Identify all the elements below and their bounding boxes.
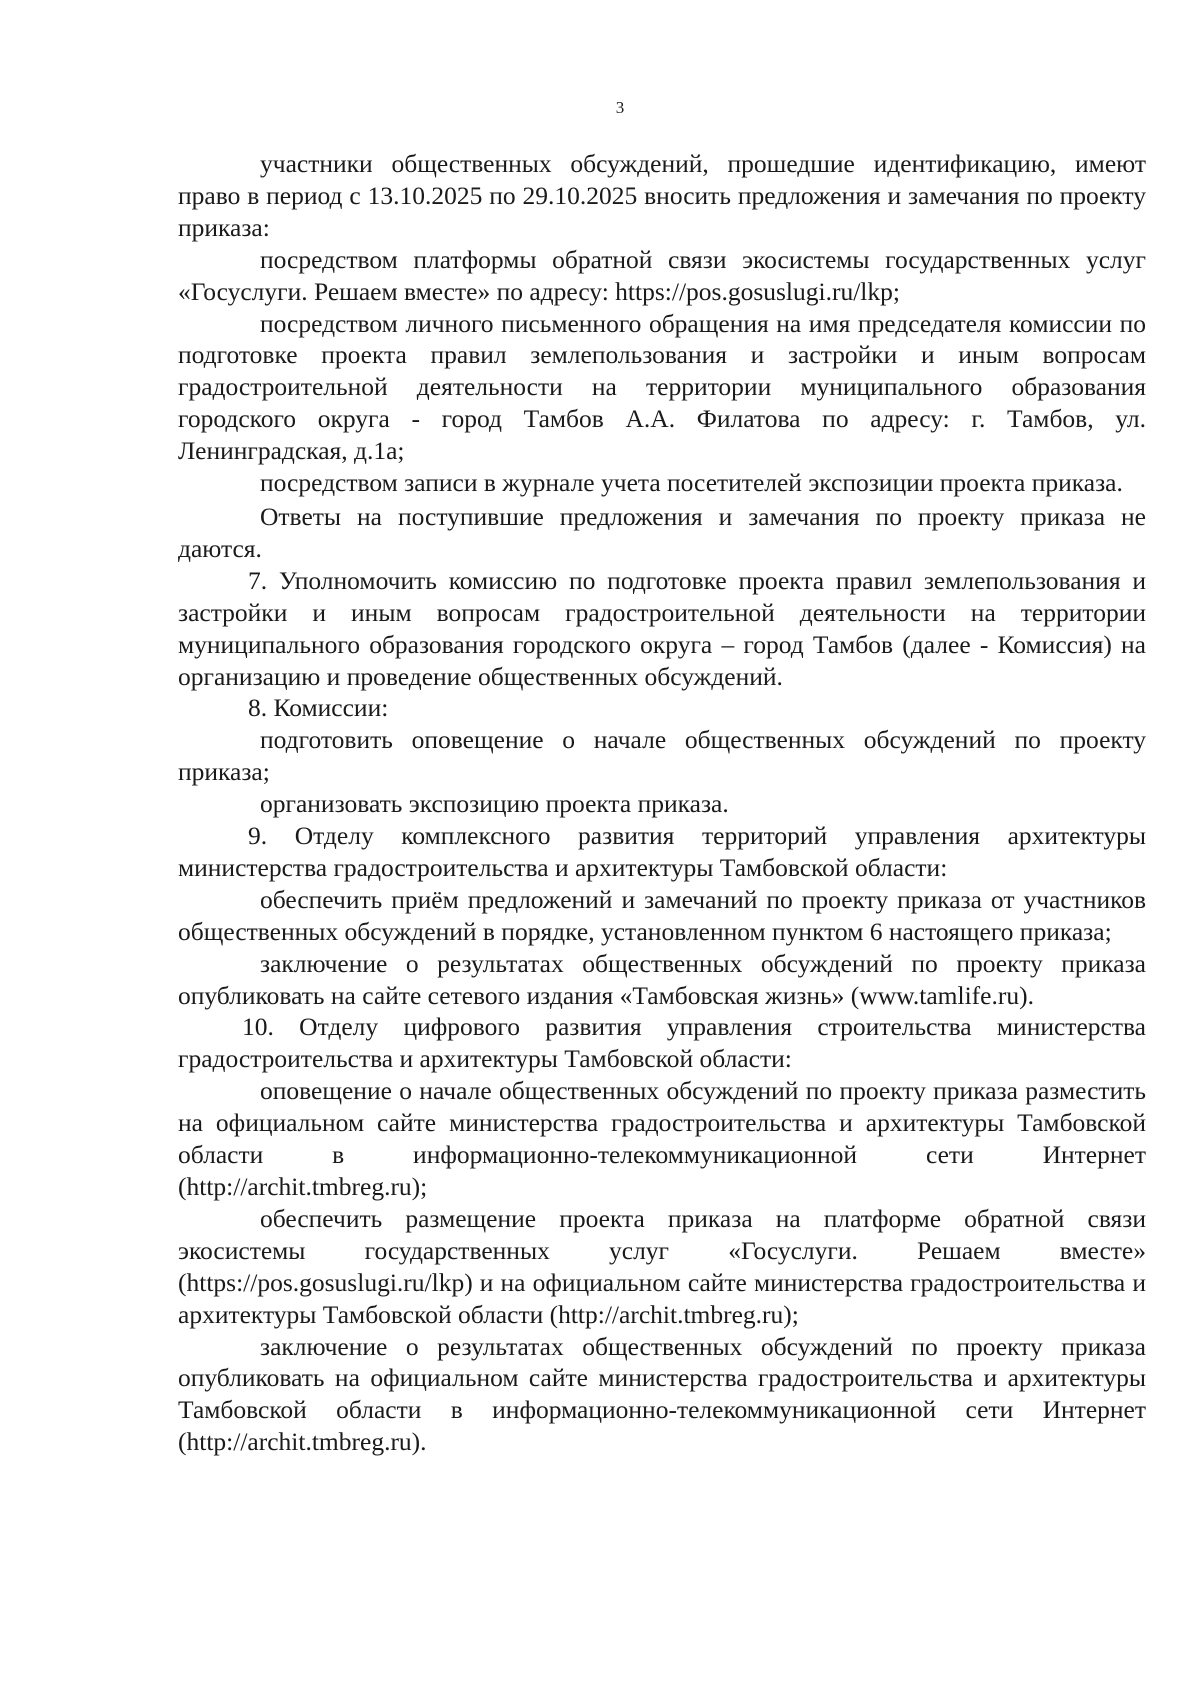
paragraph-item-9: 9. Отделу комплексного развития территорий управления архитектуры министерства градостроительства и архитектуры Тамбовской области: — [178, 821, 1146, 882]
paragraph-accept-proposals: обеспечить приём предложений и замечаний по проекту приказа от участников общественных обсуждений в порядке, установленном пунктом 6 настоящего приказа; — [178, 884, 1146, 946]
paragraph-item-7: 7. Уполномочить комиссию по подготовке проекта правил землепользования и застройки и иным вопросам градостроительной деятельности на территории муниципального образования городского округа – город Тамбов (далее - Комиссия) на организацию и проведение общественных обсуждений. — [178, 565, 1146, 691]
paragraph-written-appeal: посредством личного письменного обращения на имя председателя комиссии по подготовке проекта правил землепользования и застройки и иным вопросам градостроительной деятельности на территории муниципального образования городского округа - город Тамбов А.А. Филатова по адресу: г. Тамбов, ул. Ленинградская, д.1а; — [178, 308, 1146, 466]
paragraph-prepare-notice: подготовить оповещение о начале общественных обсуждений по проекту приказа; — [178, 725, 1146, 787]
paragraph-place-project: обеспечить размещение проекта приказа на платформе обратной связи экосистемы государственных услуг «Госуслуги. Решаем вместе» (https://pos.gosuslugi.ru/lkp) и на официальном сайте министерства градостроительства и архитектуры Тамбовской области (http://archit.tmbreg.ru); — [178, 1203, 1146, 1329]
paragraph-no-answers: Ответы на поступившие предложения и замечания по проекту приказа не даются. — [178, 501, 1146, 563]
paragraph-publish-official-site: заключение о результатах общественных обсуждений по проекту приказа опубликовать на официальном сайте министерства градостроительства и архитектуры Тамбовской области в информационно-телекоммуникационной сети Интернет (http://archit.tmbreg.ru). — [178, 1331, 1146, 1457]
page-number: 3 — [615, 98, 625, 117]
paragraph-visitor-journal: посредством записи в журнале учета посетителей экспозиции проекта приказа. — [260, 468, 1123, 498]
paragraph-item-10: 10. Отделу цифрового развития управления строительства министерства градостроительства и архитектуры Тамбовской области: — [178, 1012, 1146, 1074]
document-body — [178, 148, 1146, 1458]
paragraph-publish-tamlife: заключение о результатах общественных обсуждений по проекту приказа опубликовать на сайте сетевого издания «Тамбовская жизнь» (www.tamlife.ru). — [178, 948, 1146, 1010]
paragraph-organize-exposition: организовать экспозицию проекта приказа. — [260, 789, 729, 819]
paragraph-gosuslugi-platform: посредством платформы обратной связи экосистемы государственных услуг «Госуслуги. Решаем вместе» по адресу: https://pos.gosuslugi.ru/lkp; — [178, 244, 1146, 306]
paragraph-item-8: 8. Комиссии: — [248, 693, 389, 723]
paragraph-participants-rights: участники общественных обсуждений, прошедшие идентификацию, имеют право в период с 13.10.2025 по 29.10.2025 вносить предложения и замечания по проекту приказа: — [178, 149, 1146, 242]
paragraph-notice-official-site: оповещение о начале общественных обсуждений по проекту приказа разместить на официальном сайте министерства градостроительства и архитектуры Тамбовской области в информационно-телекоммуникационной сети Интернет (http://archit.tmbreg.ru); — [178, 1076, 1146, 1201]
